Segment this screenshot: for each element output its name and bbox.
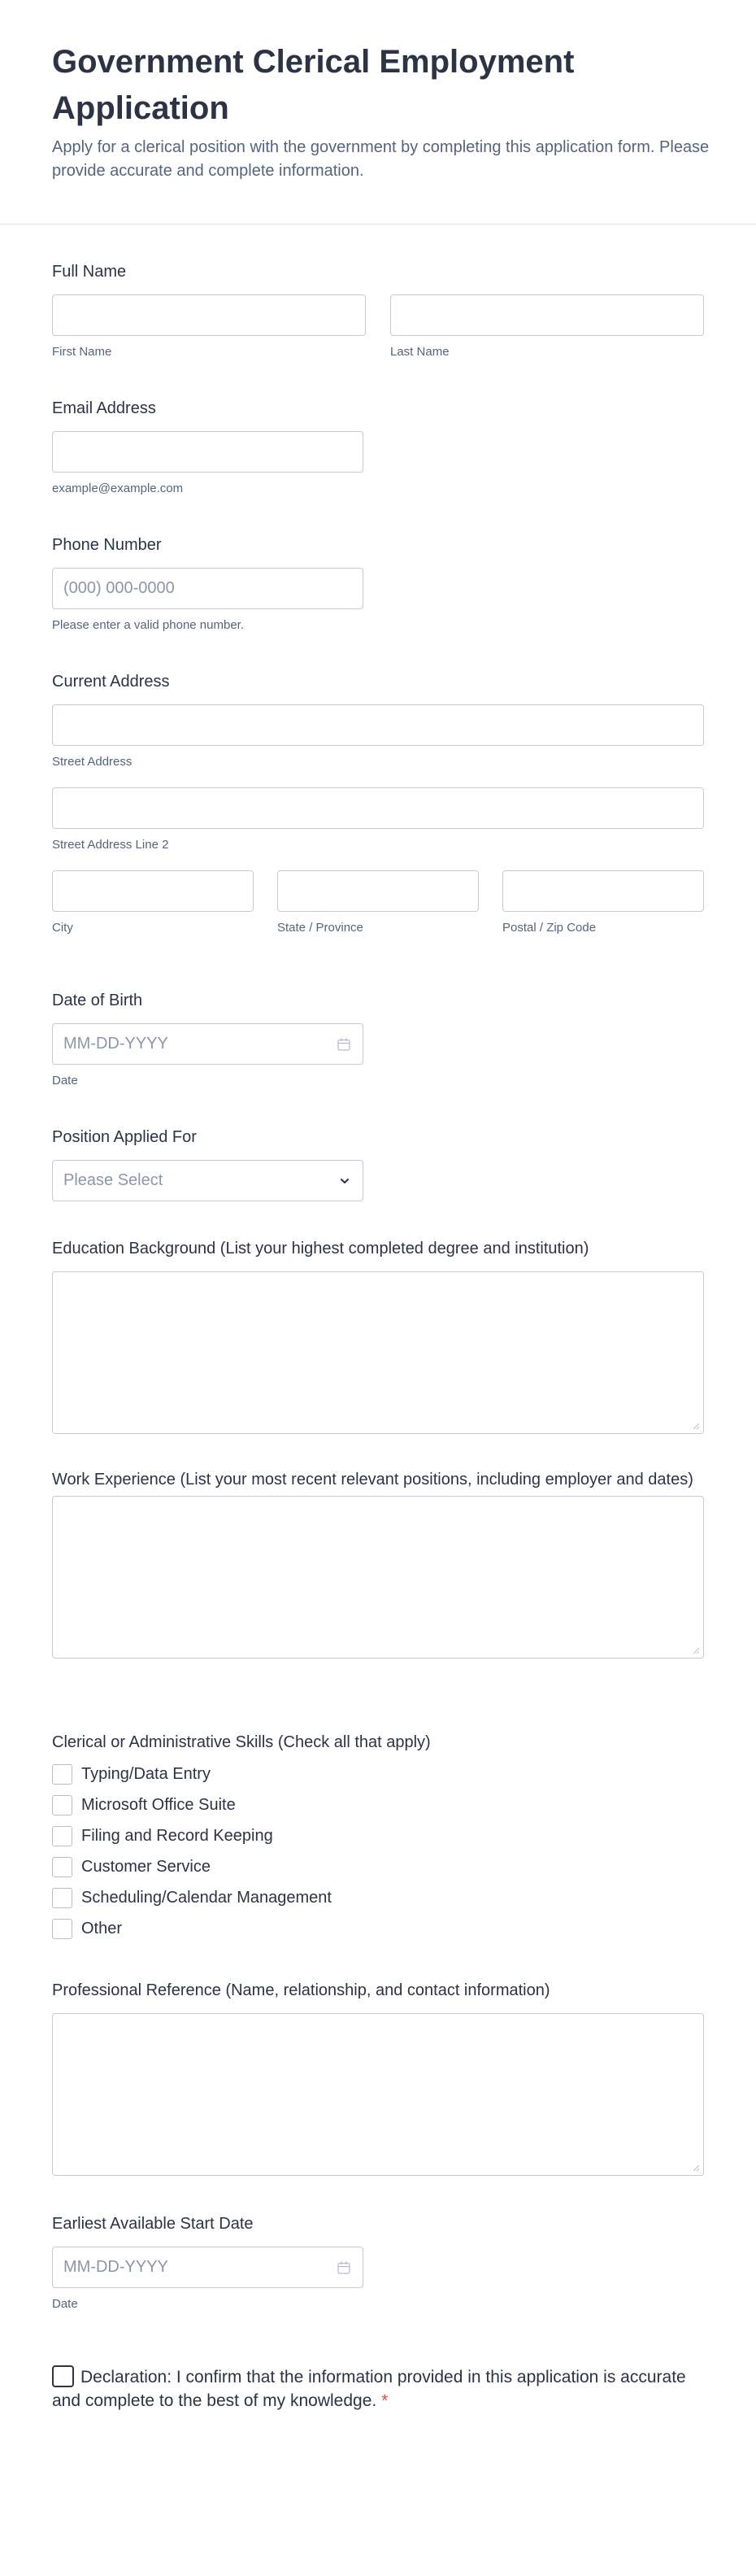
reference-field (52, 1979, 704, 2176)
first-name-sublabel: First Name (52, 345, 112, 359)
calendar-icon[interactable] (336, 2260, 352, 2276)
phone-field (52, 534, 363, 634)
phone-sublabel: Please enter a valid phone number. (52, 618, 244, 632)
education-field (52, 1237, 704, 1434)
skill-option-label: Other (81, 1919, 123, 1937)
skill-option-label: Microsoft Office Suite (81, 1795, 236, 1814)
checkbox[interactable] (52, 1919, 72, 1939)
position-label: Position Applied For (52, 1128, 197, 1146)
email-input[interactable] (52, 431, 363, 473)
start-date-sublabel: Date (52, 2297, 78, 2311)
education-label: Education Background (List your highest completed degree and institution) (52, 1240, 589, 1257)
full-name-field (52, 260, 704, 360)
declaration-checkbox[interactable] (52, 2365, 74, 2387)
email-sublabel: example@example.com (52, 482, 184, 495)
chevron-down-icon (337, 1174, 352, 1188)
state-sublabel: State / Province (277, 921, 363, 935)
experience-label: Work Experience (List your most recent relevant positions, including employer and dates) (52, 1471, 693, 1489)
zip-input[interactable] (502, 870, 704, 912)
city-sublabel: City (52, 921, 73, 935)
street-address-line2-input[interactable] (52, 787, 704, 829)
dob-placeholder: MM-DD-YYYY (63, 1035, 168, 1053)
first-name-input[interactable] (52, 294, 366, 336)
form-header (0, 0, 756, 224)
position-select[interactable] (52, 1160, 363, 1201)
checkbox[interactable] (52, 1857, 72, 1877)
experience-textarea[interactable] (52, 1496, 704, 1658)
resize-grip-icon[interactable] (692, 1422, 700, 1430)
street-address-line2-sublabel: Street Address Line 2 (52, 838, 169, 852)
skill-option-label: Filing and Record Keeping (81, 1826, 273, 1845)
skills-field (52, 1731, 704, 1944)
skill-option[interactable] (52, 1851, 704, 1882)
email-label: Email Address (52, 399, 156, 417)
start-date-field (52, 2212, 363, 2312)
skill-option[interactable] (52, 1759, 704, 1789)
dob-sublabel: Date (52, 1074, 78, 1087)
skills-options (52, 1759, 704, 1944)
skill-option-label: Customer Service (81, 1857, 211, 1876)
checkbox[interactable] (52, 1764, 72, 1785)
street-address-input[interactable] (52, 704, 704, 746)
reference-textarea[interactable] (52, 2013, 704, 2176)
required-asterisk: * (381, 2391, 389, 2410)
dob-label: Date of Birth (52, 992, 143, 1009)
address-field (52, 670, 704, 936)
calendar-icon[interactable] (336, 1036, 352, 1053)
skill-option[interactable] (52, 1820, 704, 1851)
skill-option-label: Typing/Data Entry (81, 1764, 211, 1783)
last-name-input[interactable] (390, 294, 704, 336)
position-field (52, 1126, 363, 1201)
resize-grip-icon[interactable] (692, 1646, 700, 1654)
city-input[interactable] (52, 870, 254, 912)
reference-label: Professional Reference (Name, relationship, and contact information) (52, 1981, 550, 1999)
skill-option-label: Scheduling/Calendar Management (81, 1888, 332, 1907)
street-address-sublabel: Street Address (52, 755, 133, 769)
checkbox[interactable] (52, 1826, 72, 1846)
full-name-label: Full Name (52, 263, 127, 281)
skill-option[interactable] (52, 1789, 704, 1820)
skill-option[interactable] (52, 1882, 704, 1913)
address-label: Current Address (52, 673, 170, 691)
start-date-label: Earliest Available Start Date (52, 2215, 254, 2233)
education-textarea[interactable] (52, 1271, 704, 1434)
start-date-placeholder: MM-DD-YYYY (63, 2258, 168, 2276)
last-name-sublabel: Last Name (390, 345, 450, 359)
skill-option[interactable] (52, 1913, 704, 1944)
declaration-label: Declaration: I confirm that the information provided in this application is accurate and complete to the best of my knowledge. (52, 2368, 686, 2410)
resize-grip-icon[interactable] (692, 2164, 700, 2172)
declaration-text-block (52, 2365, 694, 2413)
state-input[interactable] (277, 870, 479, 912)
dob-field (52, 989, 363, 1089)
start-date-input[interactable] (52, 2247, 363, 2288)
phone-label: Phone Number (52, 536, 162, 554)
experience-field (52, 1468, 704, 1658)
zip-sublabel: Postal / Zip Code (502, 921, 597, 935)
skills-label: Clerical or Administrative Skills (Check all that apply) (52, 1733, 431, 1751)
dob-input[interactable] (52, 1023, 363, 1065)
phone-placeholder: (000) 000-0000 (63, 579, 175, 597)
form-title: Government Clerical Employment Application (52, 44, 575, 126)
declaration-field (52, 2365, 704, 2413)
email-field (52, 397, 363, 497)
checkbox[interactable] (52, 1795, 72, 1815)
phone-input[interactable] (52, 568, 363, 609)
checkbox[interactable] (52, 1888, 72, 1908)
form-subtitle: Apply for a clerical position with the government by completing this application form. Please provide accurate and complete information. (52, 138, 710, 180)
position-selected-value: Please Select (63, 1171, 163, 1189)
